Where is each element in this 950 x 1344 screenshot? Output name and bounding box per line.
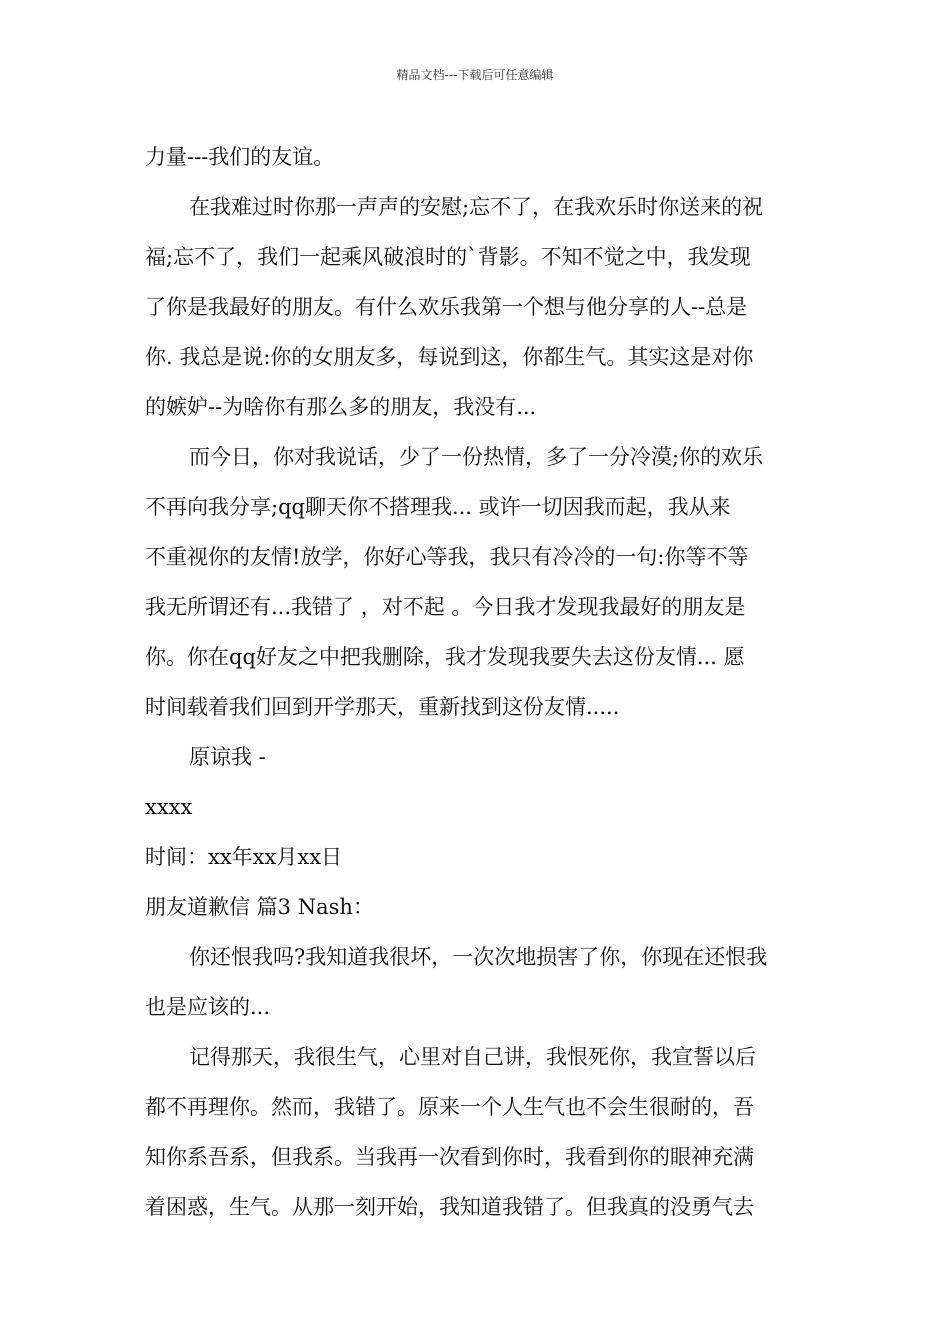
text-line: 时间：xx年xx月xx日 (145, 845, 343, 869)
page-header: 精品文档---下载后可任意编辑 (396, 68, 554, 82)
text-line: xxxx (145, 795, 193, 819)
paragraph (145, 1032, 807, 1232)
paragraph (145, 732, 807, 782)
text-line: 你还恨我吗?我知道我很坏，一次次地损害了你，你现在还恨我 (189, 945, 768, 969)
paragraph (145, 432, 807, 732)
text-line: 我无所谓还有...我错了 ，对不起 。今日我才发现我最好的朋友是 (145, 595, 746, 619)
text-line: 福;忘不了，我们一起乘风破浪时的`背影。不知不觉之中，我发现 (145, 245, 751, 269)
text-line: 了你是我最好的朋友。有什么欢乐我第一个想与他分享的人--总是 (145, 295, 748, 319)
paragraph (145, 182, 807, 432)
paragraph (145, 782, 807, 832)
text-line: 都不再理你。然而，我错了。原来一个人生气也不会生很耐的，吾 (145, 1095, 754, 1119)
document-body (145, 132, 807, 1232)
text-line: 在我难过时你那一声声的安慰;忘不了，在我欢乐时你送来的祝 (189, 195, 764, 219)
paragraph (145, 932, 807, 1032)
text-line: 知你系吾系，但我系。当我再一次看到你时，我看到你的眼神充满 (145, 1145, 754, 1169)
text-line: 记得那天，我很生气，心里对自己讲，我恨死你，我宣誓以后 (189, 1045, 756, 1069)
text-line: 也是应该的... (145, 995, 271, 1019)
text-line: 原谅我 - (189, 745, 266, 769)
text-line: 的嫉妒--为啥你有那么多的朋友，我没有... (145, 395, 537, 419)
text-line: 你. 我总是说:你的女朋友多，每说到这，你都生气。其实这是对你 (145, 345, 754, 369)
text-line: 你。你在qq好友之中把我删除，我才发现我要失去这份友情... 愿 (145, 645, 745, 669)
paragraph (145, 832, 807, 882)
text-line: 而今日，你对我说话，少了一份热情，多了一分冷漠;你的欢乐 (189, 445, 764, 469)
text-line: 力量---我们的友谊。 (145, 145, 335, 169)
text-line: 不重视你的友情!放学，你好心等我，我只有冷冷的一句:你等不等 (145, 545, 749, 569)
paragraph (145, 882, 807, 932)
text-line: 不再向我分享;qq聊天你不搭理我... 或许一切因我而起，我从来 (145, 495, 731, 519)
paragraph (145, 132, 807, 182)
text-line: 着困惑，生气。从那一刻开始，我知道我错了。但我真的没勇气去 (145, 1195, 754, 1219)
text-line: 时间载着我们回到开学那天，重新找到这份友情..... (145, 695, 620, 719)
text-line: 朋友道歉信 篇3 Nash： (145, 895, 374, 919)
